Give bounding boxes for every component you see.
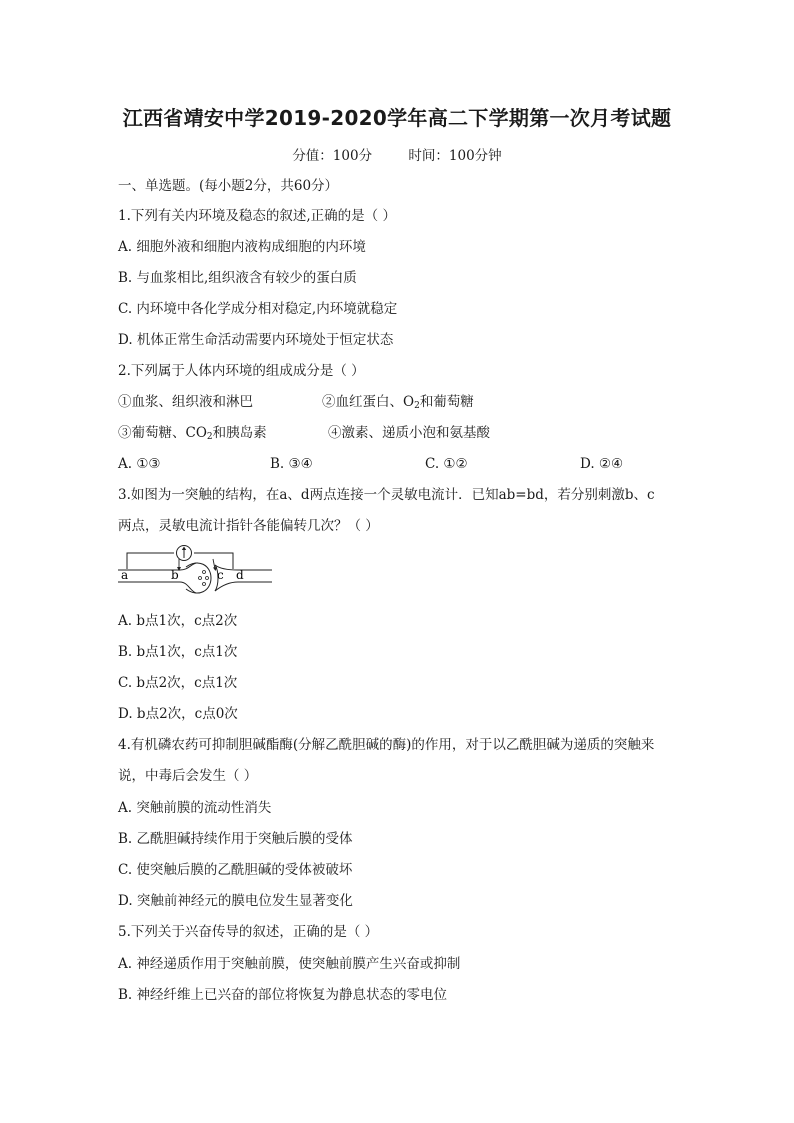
label-a: a [121,568,129,582]
exam-title: 江西省靖安中学2019-2020学年高二下学期第一次月考试题 [122,106,672,130]
label-c: c [217,568,224,582]
q1-option-a: A. 细胞外液和细胞内液构成细胞的内环境 [118,239,366,255]
q5-option-a: A. 神经递质作用于突触前膜，使突触前膜产生兴奋或抑制 [118,956,461,972]
score-info: 分值：100分 [292,148,373,164]
q5-stem: 5.下列关于兴奋传导的叙述，正确的是（ ） [118,924,379,940]
q4-option-b: B. 乙酰胆碱持续作用于突触后膜的受体 [118,831,353,847]
q3-option-c: C. b点2次，c点1次 [118,675,238,691]
q4-option-c: C. 使突触后膜的乙酰胆碱的受体被破坏 [118,862,353,878]
q4-stem-line2: 说，中毒后会发生（ ） [118,768,258,784]
synapse-diagram [116,543,276,607]
q2-option-d: D. ②④ [580,456,624,472]
q2-item-3: ③葡萄糖、$CO_2$和胰岛素 [118,425,267,442]
q2-option-c: C. ①② [425,456,468,472]
q3-option-a: A. b点1次，c点2次 [118,613,238,629]
q2-item-1: ①血浆、组织液和淋巴 [118,394,253,410]
q4-option-a: A. 突触前膜的流动性消失 [118,800,272,816]
q2-item-4: ④激素、递质小泡和氨基酸 [328,425,490,441]
time-info: 时间：100分钟 [408,148,502,164]
q1-stem: 1.下列有关内环境及稳态的叙述,正确的是（ ） [118,208,396,224]
q1-option-b: B. 与血浆相比,组织液含有较少的蛋白质 [118,270,357,286]
q2-stem: 2.下列属于人体内环境的组成成分是（ ） [118,363,365,379]
q4-option-d: D. 突触前神经元的膜电位发生显著变化 [118,893,353,909]
label-d: d [236,568,244,582]
q1-option-c: C. 内环境中各化学成分相对稳定,内环境就稳定 [118,301,398,317]
label-b: b [171,568,179,582]
q3-stem-line2: 两点，灵敏电流计指针各能偏转几次？（ ） [118,518,379,534]
q2-option-a: A. ①③ [118,456,161,472]
section-heading: 一、单选题。(每小题2分，共60分） [118,178,339,194]
q1-option-d: D. 机体正常生命活动需要内环境处于恒定状态 [118,332,394,348]
q4-stem-line1: 4.有机磷农药可抑制胆碱酯酶(分解乙酰胆碱的酶)的作用，对于以乙酰胆碱为递质的突触来 [118,737,655,753]
exam-meta [0,144,794,164]
q2-item-2: ②血红蛋白、$O_2$和葡萄糖 [322,394,474,411]
q5-option-b: B. 神经纤维上已兴奋的部位将恢复为静息状态的零电位 [118,987,448,1003]
q2-option-b: B. ③④ [270,456,313,472]
q3-stem-line1: 3.如图为一突触的结构，在a、d两点连接一个灵敏电流计．已知ab=bd，若分别刺激b、c [118,487,655,503]
q3-option-b: B. b点1次，c点1次 [118,644,238,660]
q3-option-d: D. b点2次，c点0次 [118,706,238,722]
